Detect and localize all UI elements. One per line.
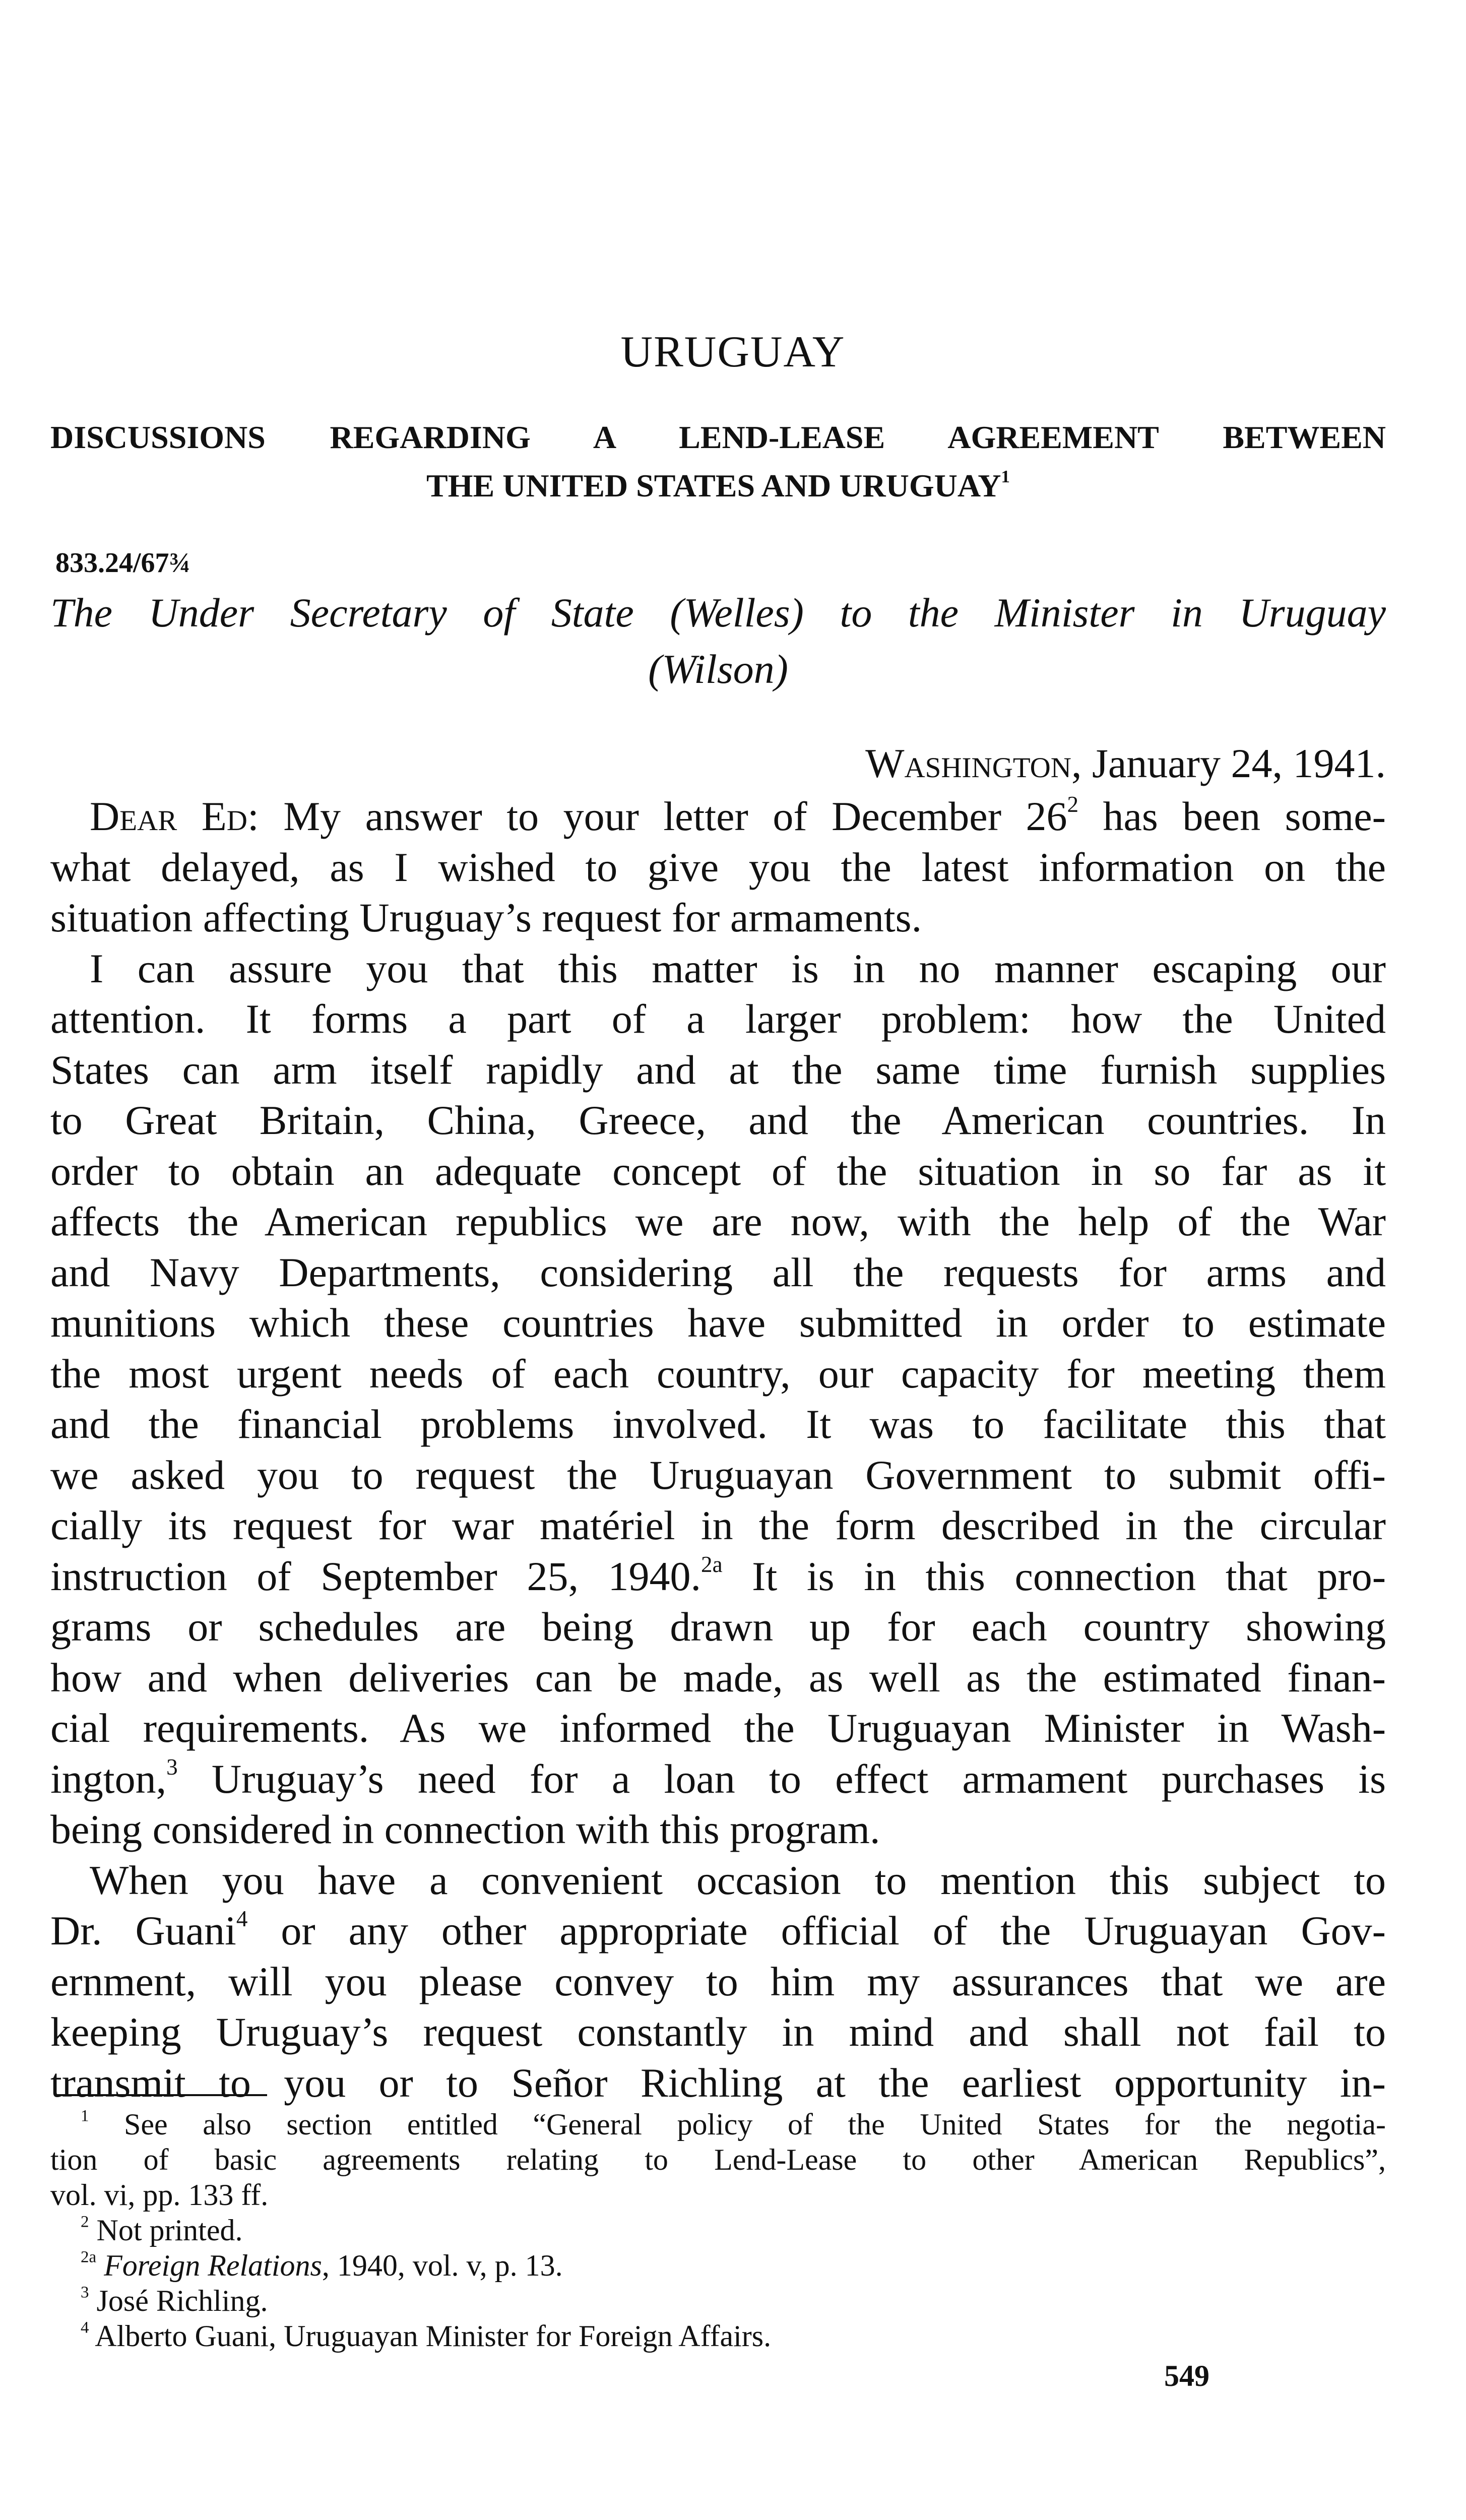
document-heading bbox=[50, 585, 1386, 698]
footnote-1 bbox=[50, 2107, 1386, 2213]
dateline bbox=[50, 738, 1386, 789]
body-line: cially its request for war matériel in the form described in the circular bbox=[50, 1502, 1386, 1548]
footnote-2 bbox=[50, 2213, 1386, 2248]
body-text: ington, bbox=[50, 1755, 167, 1802]
body-line: and the financial problems involved. It was to facilitate this that bbox=[50, 1401, 1386, 1447]
body-line: grams or schedules are being drawn up for each country showing bbox=[50, 1604, 1386, 1650]
footnote-3 bbox=[50, 2283, 1386, 2318]
footnote-ref: 2 bbox=[1067, 791, 1079, 817]
body-line bbox=[50, 1551, 1386, 1602]
body-text: Dr. Guani bbox=[50, 1908, 236, 1954]
subject-heading bbox=[50, 413, 1386, 510]
body-line: cial requirements. As we informed the Uruguayan Minister in Wash- bbox=[50, 1705, 1386, 1751]
body-line: and Navy Departments, considering all the requests for arms and bbox=[50, 1249, 1386, 1295]
body-line: munitions which these countries have submitted in order to estimate bbox=[50, 1300, 1386, 1346]
footnote-marker: 3 bbox=[81, 2283, 89, 2302]
footnote-ref: 1 bbox=[1001, 466, 1010, 486]
body-text: It is in this connection that pro- bbox=[722, 1553, 1386, 1599]
body-line: being considered in connection with this program. bbox=[50, 1806, 880, 1852]
dateline-place: Washington bbox=[865, 740, 1071, 786]
body-text: : My answer to your letter of December 26 bbox=[247, 793, 1067, 839]
letter-body bbox=[50, 791, 1386, 2108]
page-number: 549 bbox=[1164, 2359, 1209, 2392]
subject-line-1: DISCUSSIONS REGARDING A LEND-LEASE AGREEMENT BETWEEN bbox=[50, 419, 1386, 455]
heading-line-1: The Under Secretary of State (Welles) to the Minister in Uruguay bbox=[50, 590, 1386, 636]
footnote-line: tion of basic agreements relating to Lend-Lease to other American Republics”, bbox=[50, 2143, 1386, 2176]
body-line: affects the American republics we are now, with the help of the War bbox=[50, 1199, 1386, 1244]
footnote-title: Foreign Relations bbox=[96, 2249, 322, 2282]
footnote-line: vol. vi, pp. 133 ff. bbox=[50, 2178, 269, 2212]
footnote-marker: 2 bbox=[81, 2213, 89, 2231]
subject-line-2-text: THE UNITED STATES AND URUGUAY bbox=[426, 468, 1001, 503]
footnote-4 bbox=[50, 2318, 1386, 2354]
body-line: order to obtain an adequate concept of the situation in so far as it bbox=[50, 1148, 1386, 1194]
footnote-ref: 2a bbox=[701, 1551, 723, 1577]
body-line bbox=[50, 1906, 1386, 1957]
body-line: how and when deliveries can be made, as well as the estimated finan- bbox=[50, 1654, 1386, 1700]
body-text: instruction of September 25, 1940. bbox=[50, 1553, 702, 1599]
body-line: ernment, will you please convey to him my assurances that we are bbox=[50, 1958, 1386, 2004]
salutation: Dear Ed bbox=[90, 793, 247, 839]
footnote-text: José Richling. bbox=[89, 2284, 268, 2317]
body-text: has been some- bbox=[1078, 793, 1386, 839]
heading-line-2: (Wilson) bbox=[648, 646, 788, 692]
footnote-ref: 3 bbox=[166, 1754, 178, 1780]
body-line: keeping Uruguay’s request constantly in mind and shall not fail to bbox=[50, 2009, 1386, 2055]
body-line: transmit to you or to Señor Richling at the earliest opportunity in- bbox=[50, 2059, 1386, 2106]
body-line bbox=[50, 791, 1386, 842]
body-text: Uruguay’s need for a loan to effect armament purchases is bbox=[177, 1755, 1386, 1802]
subject-line-2 bbox=[50, 462, 1386, 510]
footnote-text: , 1940, vol. v, p. 13. bbox=[322, 2249, 563, 2282]
body-text: or any other appropriate official of the Uruguayan Gov- bbox=[247, 1908, 1386, 1954]
footnote-line bbox=[50, 2107, 1386, 2142]
body-line: we asked you to request the Uruguayan Government to submit offi- bbox=[50, 1452, 1386, 1498]
body-line: When you have a convenient occasion to mention this subject to bbox=[90, 1857, 1386, 1903]
body-line: what delayed, as I wished to give you the latest information on the bbox=[50, 844, 1386, 890]
body-line: to Great Britain, China, Greece, and the American countries. In bbox=[50, 1097, 1386, 1143]
footnote-text: Alberto Guani, Uruguayan Minister for Foreign Affairs. bbox=[89, 2319, 772, 2353]
dateline-date: , January 24, 1941. bbox=[1071, 740, 1386, 786]
file-number: 833.24/67¾ bbox=[55, 547, 190, 579]
footnote-2a bbox=[50, 2248, 1386, 2283]
footnote-marker: 2a bbox=[81, 2248, 97, 2266]
footnote-marker: 1 bbox=[81, 2107, 89, 2125]
body-line: attention. It forms a part of a larger problem: how the United bbox=[50, 996, 1386, 1042]
footnote-text: Not printed. bbox=[89, 2214, 243, 2247]
body-line: the most urgent needs of each country, our capacity for meeting them bbox=[50, 1350, 1386, 1397]
body-line bbox=[50, 1754, 1386, 1805]
footnote-marker: 4 bbox=[81, 2318, 89, 2337]
footnotes bbox=[50, 2107, 1386, 2354]
footnote-rule bbox=[55, 2094, 267, 2096]
body-line: States can arm itself rapidly and at the same time furnish supplies bbox=[50, 1046, 1386, 1093]
country-title: URUGUAY bbox=[620, 328, 846, 376]
body-line: I can assure you that this matter is in no manner escaping our bbox=[90, 945, 1386, 991]
footnote-text: See also section entitled “General policy of the United States for the negotia- bbox=[89, 2108, 1386, 2141]
body-line: situation affecting Uruguay’s request for armaments. bbox=[50, 895, 922, 940]
footnote-ref: 4 bbox=[236, 1906, 248, 1931]
